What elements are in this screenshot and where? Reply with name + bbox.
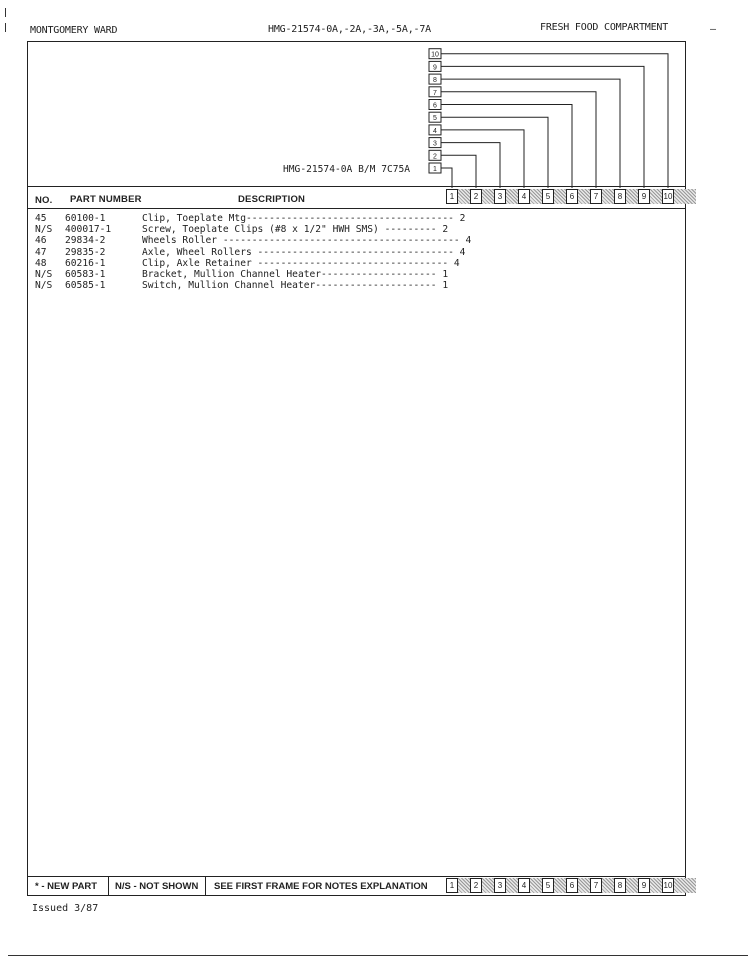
item-number: 45	[35, 213, 47, 224]
column-number-box: 1	[446, 189, 458, 204]
shaded-cell	[578, 189, 590, 204]
shaded-cell	[602, 878, 614, 893]
index-box-label: 4	[433, 127, 437, 135]
table-row	[35, 213, 471, 224]
index-box-label: 2	[433, 153, 437, 161]
bill-of-materials-label: HMG-21574-0A B/M 7C75A	[283, 164, 411, 175]
shaded-cell	[458, 189, 470, 204]
column-number-box: 5	[542, 878, 554, 893]
footer-rule-top	[27, 876, 686, 877]
column-number-box: 9	[638, 189, 650, 204]
index-box-label: 1	[433, 166, 437, 173]
part-number: 29835-2	[65, 246, 106, 258]
column-number-box: 4	[518, 878, 530, 893]
index-box-label: 10	[431, 51, 439, 59]
part-number: 60100-1	[65, 213, 106, 224]
column-number-box: 5	[542, 189, 554, 204]
parts-list	[35, 213, 471, 291]
shaded-cell	[506, 189, 518, 204]
shaded-cell	[626, 878, 638, 893]
column-number-box: 3	[494, 878, 506, 893]
leader-line	[441, 117, 548, 188]
column-number-strip-bottom	[446, 878, 696, 893]
description-qty: Screw, Toeplate Clips (#8 x 1/2" HWH SMS) --------- 2	[142, 224, 449, 236]
column-number-box: 2	[470, 878, 482, 893]
item-number: 46	[35, 235, 47, 247]
column-number-box: 7	[590, 878, 602, 893]
shaded-cell	[458, 878, 470, 893]
table-row	[35, 280, 471, 291]
description-qty: Switch, Mullion Channel Heater--------------------- 1	[142, 280, 449, 292]
index-box-label: 7	[433, 89, 437, 97]
shaded-cell	[674, 189, 696, 204]
description-qty: Bracket, Mullion Channel Heater-------------------- 1	[142, 268, 449, 280]
table-row	[35, 224, 471, 235]
footer-divider	[108, 877, 109, 896]
item-number: 48	[35, 257, 47, 269]
shaded-cell	[674, 878, 696, 893]
index-box-label: 9	[433, 64, 437, 72]
shaded-cell	[554, 878, 566, 893]
item-number: 47	[35, 246, 47, 258]
item-number: N/S	[35, 280, 53, 292]
part-number: 29834-2	[65, 235, 106, 247]
item-number: N/S	[35, 224, 53, 236]
column-number-box: 7	[590, 189, 602, 204]
header-rule-top	[27, 186, 686, 187]
shaded-cell	[602, 189, 614, 204]
column-number-box: 8	[614, 878, 626, 893]
description-qty: Axle, Wheel Rollers ---------------------------------- 4	[142, 246, 466, 258]
item-number: N/S	[35, 268, 53, 280]
table-row	[35, 258, 471, 269]
description-qty: Clip, Axle Retainer --------------------------------- 4	[142, 257, 460, 269]
notes-explanation: SEE FIRST FRAME FOR NOTES EXPLANATION	[214, 881, 428, 892]
shaded-cell	[650, 878, 662, 893]
shaded-cell	[482, 878, 494, 893]
index-box-label: 3	[433, 140, 437, 148]
part-number: 60216-1	[65, 257, 106, 269]
column-number-box: 6	[566, 189, 578, 204]
header-rule-bottom	[27, 208, 686, 209]
column-number-box: 2	[470, 189, 482, 204]
model-numbers: HMG-21574-0A,-2A,-3A,-5A,-7A	[268, 24, 431, 35]
shaded-cell	[626, 189, 638, 204]
description-qty: Clip, Toeplate Mtg------------------------------------ 2	[142, 213, 466, 224]
leader-line	[441, 66, 644, 188]
shaded-cell	[506, 878, 518, 893]
index-box-label: 5	[433, 115, 437, 123]
shaded-cell	[530, 189, 542, 204]
manufacturer-label: MONTGOMERY WARD	[30, 25, 118, 36]
column-number-box: 3	[494, 189, 506, 204]
shaded-cell	[578, 878, 590, 893]
table-row	[35, 247, 471, 258]
part-number: 60585-1	[65, 280, 106, 292]
table-row	[35, 235, 471, 246]
part-number: 400017-1	[65, 224, 112, 236]
leader-line	[441, 143, 500, 188]
column-number-box: 10	[662, 878, 674, 893]
col-header-part-number: PART NUMBER	[70, 194, 142, 205]
issued-date: Issued 3/87	[32, 903, 99, 914]
index-box-label: 6	[433, 102, 437, 110]
column-number-box: 9	[638, 878, 650, 893]
leader-line	[441, 92, 596, 188]
column-number-strip-top	[446, 189, 696, 204]
shaded-cell	[650, 189, 662, 204]
description-qty: Wheels Roller ----------------------------------------- 4	[142, 235, 472, 247]
part-number: 60583-1	[65, 268, 106, 280]
col-header-no: NO.	[35, 195, 53, 206]
index-box-label: 8	[433, 77, 437, 85]
shaded-cell	[482, 189, 494, 204]
column-number-box: 4	[518, 189, 530, 204]
column-number-box: 1	[446, 878, 458, 893]
leader-line	[441, 130, 524, 188]
footer-divider	[205, 877, 206, 896]
column-number-box: 10	[662, 189, 674, 204]
shaded-cell	[530, 878, 542, 893]
legend-not-shown: N/S - NOT SHOWN	[115, 881, 199, 892]
shaded-cell	[554, 189, 566, 204]
header-dash: —	[710, 24, 716, 35]
section-title: FRESH FOOD COMPARTMENT	[540, 22, 669, 33]
leader-line	[441, 54, 668, 188]
leader-line	[441, 168, 452, 188]
column-number-box: 6	[566, 878, 578, 893]
column-index-diagram	[0, 0, 750, 210]
table-row	[35, 269, 471, 280]
col-header-description: DESCRIPTION	[238, 194, 306, 205]
leader-line	[441, 155, 476, 188]
page-bottom-rule	[8, 955, 748, 956]
legend-new-part: * - NEW PART	[35, 881, 98, 892]
leader-line	[441, 79, 620, 188]
column-number-box: 8	[614, 189, 626, 204]
